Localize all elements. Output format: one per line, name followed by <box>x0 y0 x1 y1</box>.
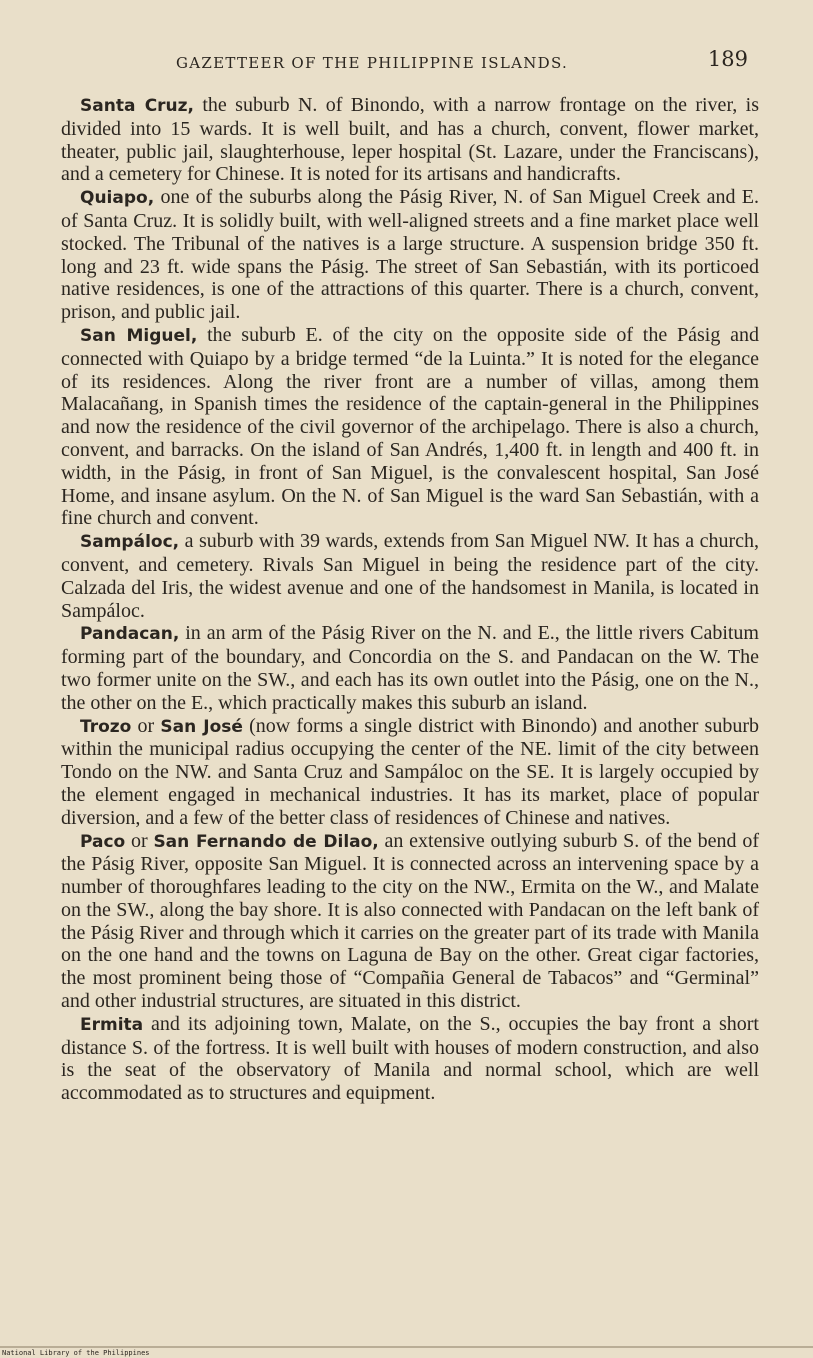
entry-conjunction: or <box>131 714 161 737</box>
entry-term: Trozo <box>80 716 132 737</box>
entry-conjunction: or <box>125 829 154 852</box>
entry-term-alt: San José <box>160 716 243 737</box>
entry-term: San Miguel, <box>80 325 198 346</box>
entry-text: the suburb E. of the city on the opposite side of the Pásig and connected with Quiapo by a bridge termed “de la Luinta.” It is noted for the elegance of its residences. Along the river front are a number of villas, among them Malacañang, in Spanish times the residence of the captain-general in the Philippines and now the residence of the civil governor of the archipelago. There is also a church, convent, and barracks. On the island of San Andrés, 1,400 ft. in length and 400 ft. in width, in the Pásig, in front of San Miguel, is the convalescent hospital, San José Home, and insane asylum. On the N. of San Miguel is the ward San Sebastián, with a fine church and convent. <box>61 323 759 530</box>
entry-ermita <box>61 1013 759 1105</box>
entry-pandacan <box>61 622 759 714</box>
page-header <box>60 48 760 76</box>
footer-credit: National Library of the Philippines <box>2 1349 150 1357</box>
page-number: 189 <box>707 47 748 71</box>
entry-text: a suburb with 39 wards, extends from San Miguel NW. It has a church, convent, and cemetery. Rivals San Miguel in being the residence part of the city. Calzada del Iris, the widest avenue and one of the handsomest in Manila, is located in Sampáloc. <box>61 530 759 622</box>
entry-sampaloc <box>61 530 759 622</box>
entry-quiapo <box>61 186 759 324</box>
entry-term: Ermita <box>80 1014 144 1035</box>
entry-term: Quiapo, <box>80 188 155 209</box>
entry-term-alt: San Fernando de Dilao, <box>153 831 379 852</box>
entry-text: and its adjoining town, Malate, on the S., occupies the bay front a short distance S. of the fortress. It is well built with houses of modern construction, and also is the seat of the observatory of Manila and normal school, which are well accommodated as to structures and equipment. <box>61 1012 759 1105</box>
entry-santa-cruz <box>61 94 759 186</box>
entry-text: one of the suburbs along the Pásig River, N. of San Miguel Creek and E. of Santa Cruz. It is solidly built, with well-aligned streets and a fine market place well stocked. The Tribunal of the natives is a large structure. A suspension bridge 350 ft. long and 23 ft. wide spans the Pásig. The street of San Sebastián, with its porticoed native residences, is one of the attractions of this quarter. There is a church, convent, prison, and public jail. <box>61 186 759 324</box>
page-edge <box>0 1346 813 1348</box>
entry-paco <box>61 830 759 1013</box>
entry-trozo <box>61 715 759 830</box>
running-head: GAZETTEER OF THE PHILIPPINE ISLANDS. <box>176 54 569 72</box>
entry-text: (now forms a single district with Binondo) and another suburb within the municipal radius occupying the center of the NE. limit of the city between Tondo on the NW. and Santa Cruz and Sampáloc on the SE. It is largely occupied by the element engaged in mechanical industries. It has its market, place of popular diversion, and a few of the better class of residences of Chinese and natives. <box>61 714 759 829</box>
body-text <box>61 94 759 1105</box>
entry-term: Sampáloc, <box>80 532 180 553</box>
entry-term: Pandacan, <box>80 624 180 645</box>
entry-text: in an arm of the Pásig River on the N. and E., the little rivers Cabitum forming part of the boundary, and Concordia on the S. and Pandacan on the W. The two former unite on the SW., and each has its own outlet into the Pásig, one on the N., the other on the E., which practically makes this suburb an island. <box>61 622 759 714</box>
entry-term: Paco <box>80 831 126 852</box>
entry-text: an extensive outlying suburb S. of the bend of the Pásig River, opposite San Miguel. It is connected across an intervening space by a number of thoroughfares leading to the city on the NW., Ermita on the W., and Malate on the SW., along the bay shore. It is also connected with Pandacan on the left bank of the Pásig River and through which it carries on the greater part of its trade with Manila on the one hand and the towns on Laguna de Bay on the other. Great cigar factories, the most prominent being those of “Compañia General de Tabacos” and “Germinal” and other industrial structures, are situated in this district. <box>61 829 759 1013</box>
entry-text: the suburb N. of Binondo, with a narrow frontage on the river, is divided into 15 wards. It is well built, and has a church, convent, flower market, theater, public jail, slaughterhouse, leper hospital (St. Lazare, under the Franciscans), and a cemetery for Chinese. It is noted for its artisans and handicrafts. <box>61 94 759 186</box>
entry-term: Santa Cruz, <box>80 96 195 116</box>
entry-san-miguel <box>61 324 759 530</box>
